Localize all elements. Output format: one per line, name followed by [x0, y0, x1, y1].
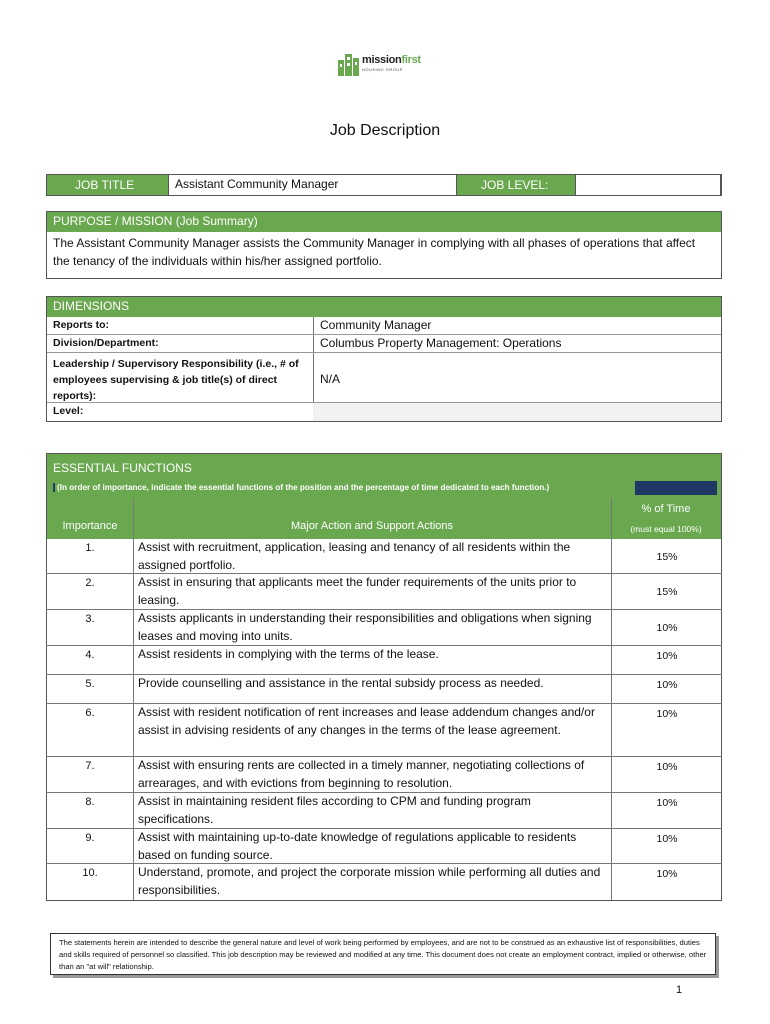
dimensions-section [46, 296, 722, 422]
function-percent: 10% [656, 868, 678, 880]
essential-instruction-text: (In order of importance, indicate the essential functions of the position and the percentage of time dedicated to each function.) [53, 483, 549, 492]
function-number: 3. [85, 613, 95, 625]
dimension-label-level: Level: [53, 405, 84, 417]
dimension-label-reports-to: Reports to: [53, 319, 109, 331]
dimension-label-leadership: Leadership / Supervisory Responsibility (i.e., # of employees supervising & job title(s) of direct reports): [53, 358, 299, 402]
job-title-row [46, 174, 722, 196]
essential-function-row [46, 793, 722, 829]
col-importance: Importance [62, 520, 118, 532]
logo-subtitle: HOUSING GROUP [362, 67, 403, 72]
essential-instruction [53, 481, 717, 495]
col-actions: Major Action and Support Actions [290, 520, 454, 532]
function-number: 7. [85, 760, 95, 772]
function-number: 8. [85, 796, 95, 808]
col-time-note: (must equal 100%) [630, 524, 702, 534]
function-text: Assist residents in complying with the terms of the lease. [138, 647, 439, 661]
purpose-text: The Assistant Community Manager assists the Community Manager in complying with all phases of operations that affect the tenancy of the individuals within his/her assigned portfolio. [53, 236, 696, 268]
purpose-section [46, 211, 722, 279]
function-text: Assist in ensuring that applicants meet the funder requirements of the units prior to leasing. [138, 575, 577, 607]
job-title-value: Assistant Community Manager [168, 175, 456, 195]
function-text: Assist with ensuring rents are collected in a timely manner, negotiating collections of arrearages, and with evictions from beginning to resolution. [138, 758, 585, 790]
function-text: Provide counselling and assistance in the rental subsidy process as needed. [138, 676, 544, 690]
essential-function-row [46, 829, 722, 864]
job-level-label: JOB LEVEL: [456, 175, 575, 195]
footer-note: The statements herein are intended to describe the general nature and level of work being performed by employees, and are not to be construed as an exhaustive list of responsibilities, duties and skills required of personnel so classified. This job description may be reviewed and modified at any time. This document does not create an employment contract, implied or otherwise, other than an "at will" relationship. [59, 938, 707, 971]
function-percent: 15% [656, 551, 678, 563]
function-number: 2. [85, 577, 95, 589]
logo-wordmark: missionfirst [362, 54, 421, 66]
dimension-value-leadership: N/A [320, 372, 341, 386]
dimension-label-division: Division/Department: [53, 337, 159, 349]
job-title-label: JOB TITLE [47, 175, 168, 195]
page-title: Job Description [329, 122, 441, 139]
dimension-value-division: Columbus Property Management: Operations [320, 336, 562, 350]
function-percent: 10% [656, 708, 678, 720]
function-percent: 10% [656, 650, 678, 662]
function-text: Understand, promote, and project the corporate mission while performing all duties and responsibilities. [138, 865, 601, 897]
essential-function-row [46, 675, 722, 704]
function-percent: 15% [656, 586, 678, 598]
function-percent: 10% [656, 761, 678, 773]
function-number: 10. [82, 867, 98, 879]
function-number: 6. [85, 707, 95, 719]
function-percent: 10% [656, 679, 678, 691]
essential-function-row [46, 646, 722, 675]
function-percent: 10% [656, 797, 678, 809]
footer-note-box [50, 933, 716, 975]
function-number: 1. [85, 542, 95, 554]
essential-function-row [46, 539, 722, 574]
dimension-value-reports-to: Community Manager [320, 318, 432, 332]
essential-function-row [46, 757, 722, 793]
function-percent: 10% [656, 833, 678, 845]
function-text: Assist with resident notification of rent increases and lease addendum changes and/or assist in advising residents of any changes in the terms of the lease agreement. [138, 705, 595, 737]
function-number: 5. [85, 678, 95, 690]
page-number: 1 [676, 984, 683, 996]
purpose-header: PURPOSE / MISSION (Job Summary) [47, 212, 721, 232]
essential-function-row [46, 610, 722, 646]
essential-function-row [46, 574, 722, 610]
essential-header: ESSENTIAL FUNCTIONS [53, 461, 192, 475]
company-logo [338, 50, 428, 78]
essential-function-row [46, 704, 722, 757]
building-icon [338, 52, 360, 76]
job-level-value-fill [577, 177, 719, 193]
dimensions-header: DIMENSIONS [47, 297, 721, 317]
function-number: 4. [85, 649, 95, 661]
function-text: Assists applicants in understanding their responsibilities and obligations when signing leases and moving into units. [138, 611, 592, 643]
function-number: 9. [85, 832, 95, 844]
instruction-highlight [635, 481, 717, 495]
function-percent: 10% [656, 622, 678, 634]
dimension-value-level [313, 403, 721, 421]
function-text: Assist in maintaining resident files according to CPM and funding program specifications. [138, 794, 531, 826]
function-text: Assist with recruitment, application, leasing and tenancy of all residents within the assigned portfolio. [138, 540, 571, 572]
col-time: % of Time [641, 503, 691, 515]
essential-function-row [46, 864, 722, 900]
function-text: Assist with maintaining up-to-date knowledge of regulations applicable to residents based on funding source. [138, 830, 577, 862]
